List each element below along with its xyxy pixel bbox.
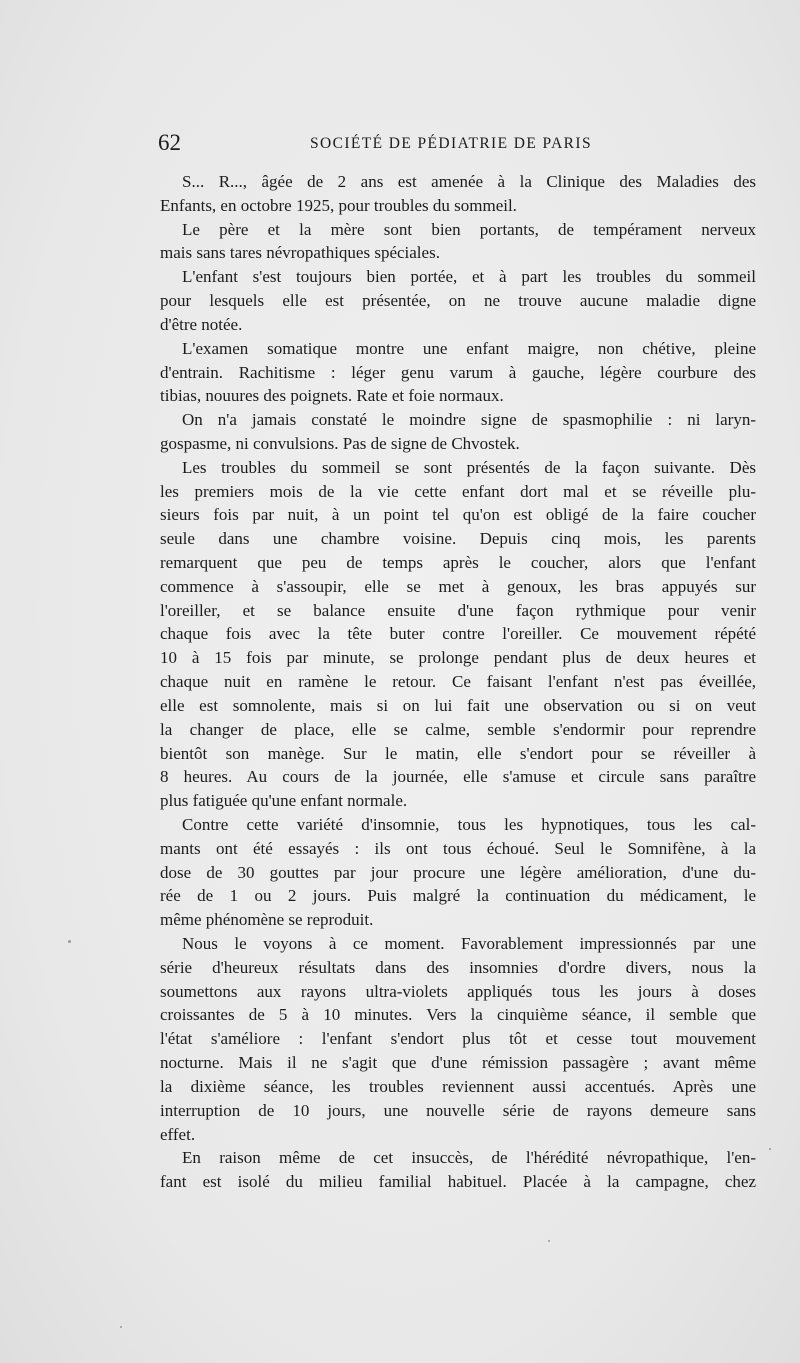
text-line: 10 à 15 fois par minute, se prolonge pendant plus de deux heures et: [160, 648, 756, 668]
text-line: mais sans tares névropathiques spéciales.: [160, 243, 440, 263]
text-line: dose de 30 gouttes par jour procure une légère amélioration, d'une du-: [160, 862, 756, 882]
text-line: fant est isolé du milieu familial habituel. Placée à la campagne, chez: [160, 1172, 756, 1192]
text-line: seule dans une chambre voisine. Depuis cinq mois, les parents: [160, 529, 756, 549]
page-number: 62: [158, 130, 181, 155]
text-line: d'entrain. Rachitisme : léger genu varum à gauche, légère courbure des: [160, 362, 756, 382]
text-line: les premiers mois de la vie cette enfant dort mal et se réveille plu-: [160, 481, 756, 501]
text-line: mants ont été essayés : ils ont tous échoué. Seul le Somnifène, à la: [160, 838, 756, 858]
print-speck: [120, 1326, 122, 1328]
text-line: Le père et la mère sont bien portants, de tempérament nerveux: [182, 219, 756, 239]
text-line: la dixième séance, les troubles reviennent aussi accentués. Après une: [160, 1076, 756, 1096]
text-line: bientôt son manège. Sur le matin, elle s'endort pour se réveiller à: [160, 743, 756, 763]
running-title: SOCIÉTÉ DE PÉDIATRIE DE PARIS: [310, 135, 593, 152]
text-line: rée de 1 ou 2 jours. Puis malgré la continuation du médicament, le: [160, 886, 756, 906]
text-line: tibias, nouures des poignets. Rate et foie normaux.: [160, 386, 504, 406]
text-line: S... R..., âgée de 2 ans est amenée à la Clinique des Maladies des: [182, 172, 756, 191]
text-line: d'être notée.: [160, 314, 243, 334]
text-line: chaque fois avec la tête buter contre l'oreiller. Ce mouvement répété: [160, 624, 756, 644]
text-line: la changer de place, elle se calme, semble s'endormir pour reprendre: [160, 719, 756, 739]
text-line: Les troubles du sommeil se sont présentés de la façon suivante. Dès: [182, 457, 756, 477]
text-line: remarquent que peu de temps après le coucher, alors que l'enfant: [160, 553, 756, 572]
text-line: elle est somnolente, mais si on lui fait une observation ou si on veut: [160, 695, 756, 715]
text-line: gospasme, ni convulsions. Pas de signe de Chvostek.: [160, 433, 520, 453]
body-text: [160, 170, 756, 1194]
page-header: [158, 128, 770, 158]
text-line: même phénomène se reproduit.: [160, 910, 374, 930]
text-line: effet.: [160, 1124, 196, 1144]
text-line: 8 heures. Au cours de la journée, elle s'amuse et circule sans paraître: [160, 767, 756, 787]
text-line: Nous le voyons à ce moment. Favorablement impressionnés par une: [182, 934, 756, 953]
text-line: L'examen somatique montre une enfant maigre, non chétive, pleine: [182, 338, 756, 358]
text-line: interruption de 10 jours, une nouvelle série de rayons demeure sans: [160, 1100, 756, 1120]
text-line: On n'a jamais constaté le moindre signe de spasmophilie : ni laryn-: [182, 410, 756, 430]
print-speck: [68, 940, 71, 943]
text-line: nocturne. Mais il ne s'agit que d'une rémission passagère ; avant même: [160, 1053, 756, 1073]
text-line: Enfants, en octobre 1925, pour troubles du sommeil.: [160, 195, 517, 215]
text-line: plus fatiguée qu'une enfant normale.: [160, 791, 408, 811]
text-line: série d'heureux résultats dans des insomnies d'ordre divers, nous la: [160, 957, 756, 977]
text-line: Contre cette variété d'insomnie, tous les hypnotiques, tous les cal-: [182, 814, 756, 834]
text-line: chaque nuit en ramène le retour. Ce faisant l'enfant n'est pas éveillée,: [160, 672, 756, 692]
text-line: croissantes de 5 à 10 minutes. Vers la cinquième séance, il semble que: [160, 1005, 756, 1025]
text-line: commence à s'assoupir, elle se met à genoux, les bras appuyés sur: [160, 576, 756, 596]
print-speck: [548, 1240, 550, 1242]
text-line: pour lesquels elle est présentée, on ne trouve aucune maladie digne: [160, 291, 756, 311]
text-line: sieurs fois par nuit, à un point tel qu'on est obligé de la faire coucher: [160, 505, 756, 525]
print-speck: [769, 1148, 771, 1150]
text-line: En raison même de cet insuccès, de l'hérédité névropathique, l'en-: [182, 1148, 756, 1168]
text-line: l'état s'améliore : l'enfant s'endort plus tôt et cesse tout mouvement: [160, 1029, 756, 1049]
text-line: soumettons aux rayons ultra-violets appliqués tous les jours à doses: [160, 981, 756, 1001]
text-line: l'oreiller, et se balance ensuite d'une façon rythmique pour venir: [160, 600, 756, 620]
text-line: L'enfant s'est toujours bien portée, et à part les troubles du sommeil: [182, 267, 756, 287]
